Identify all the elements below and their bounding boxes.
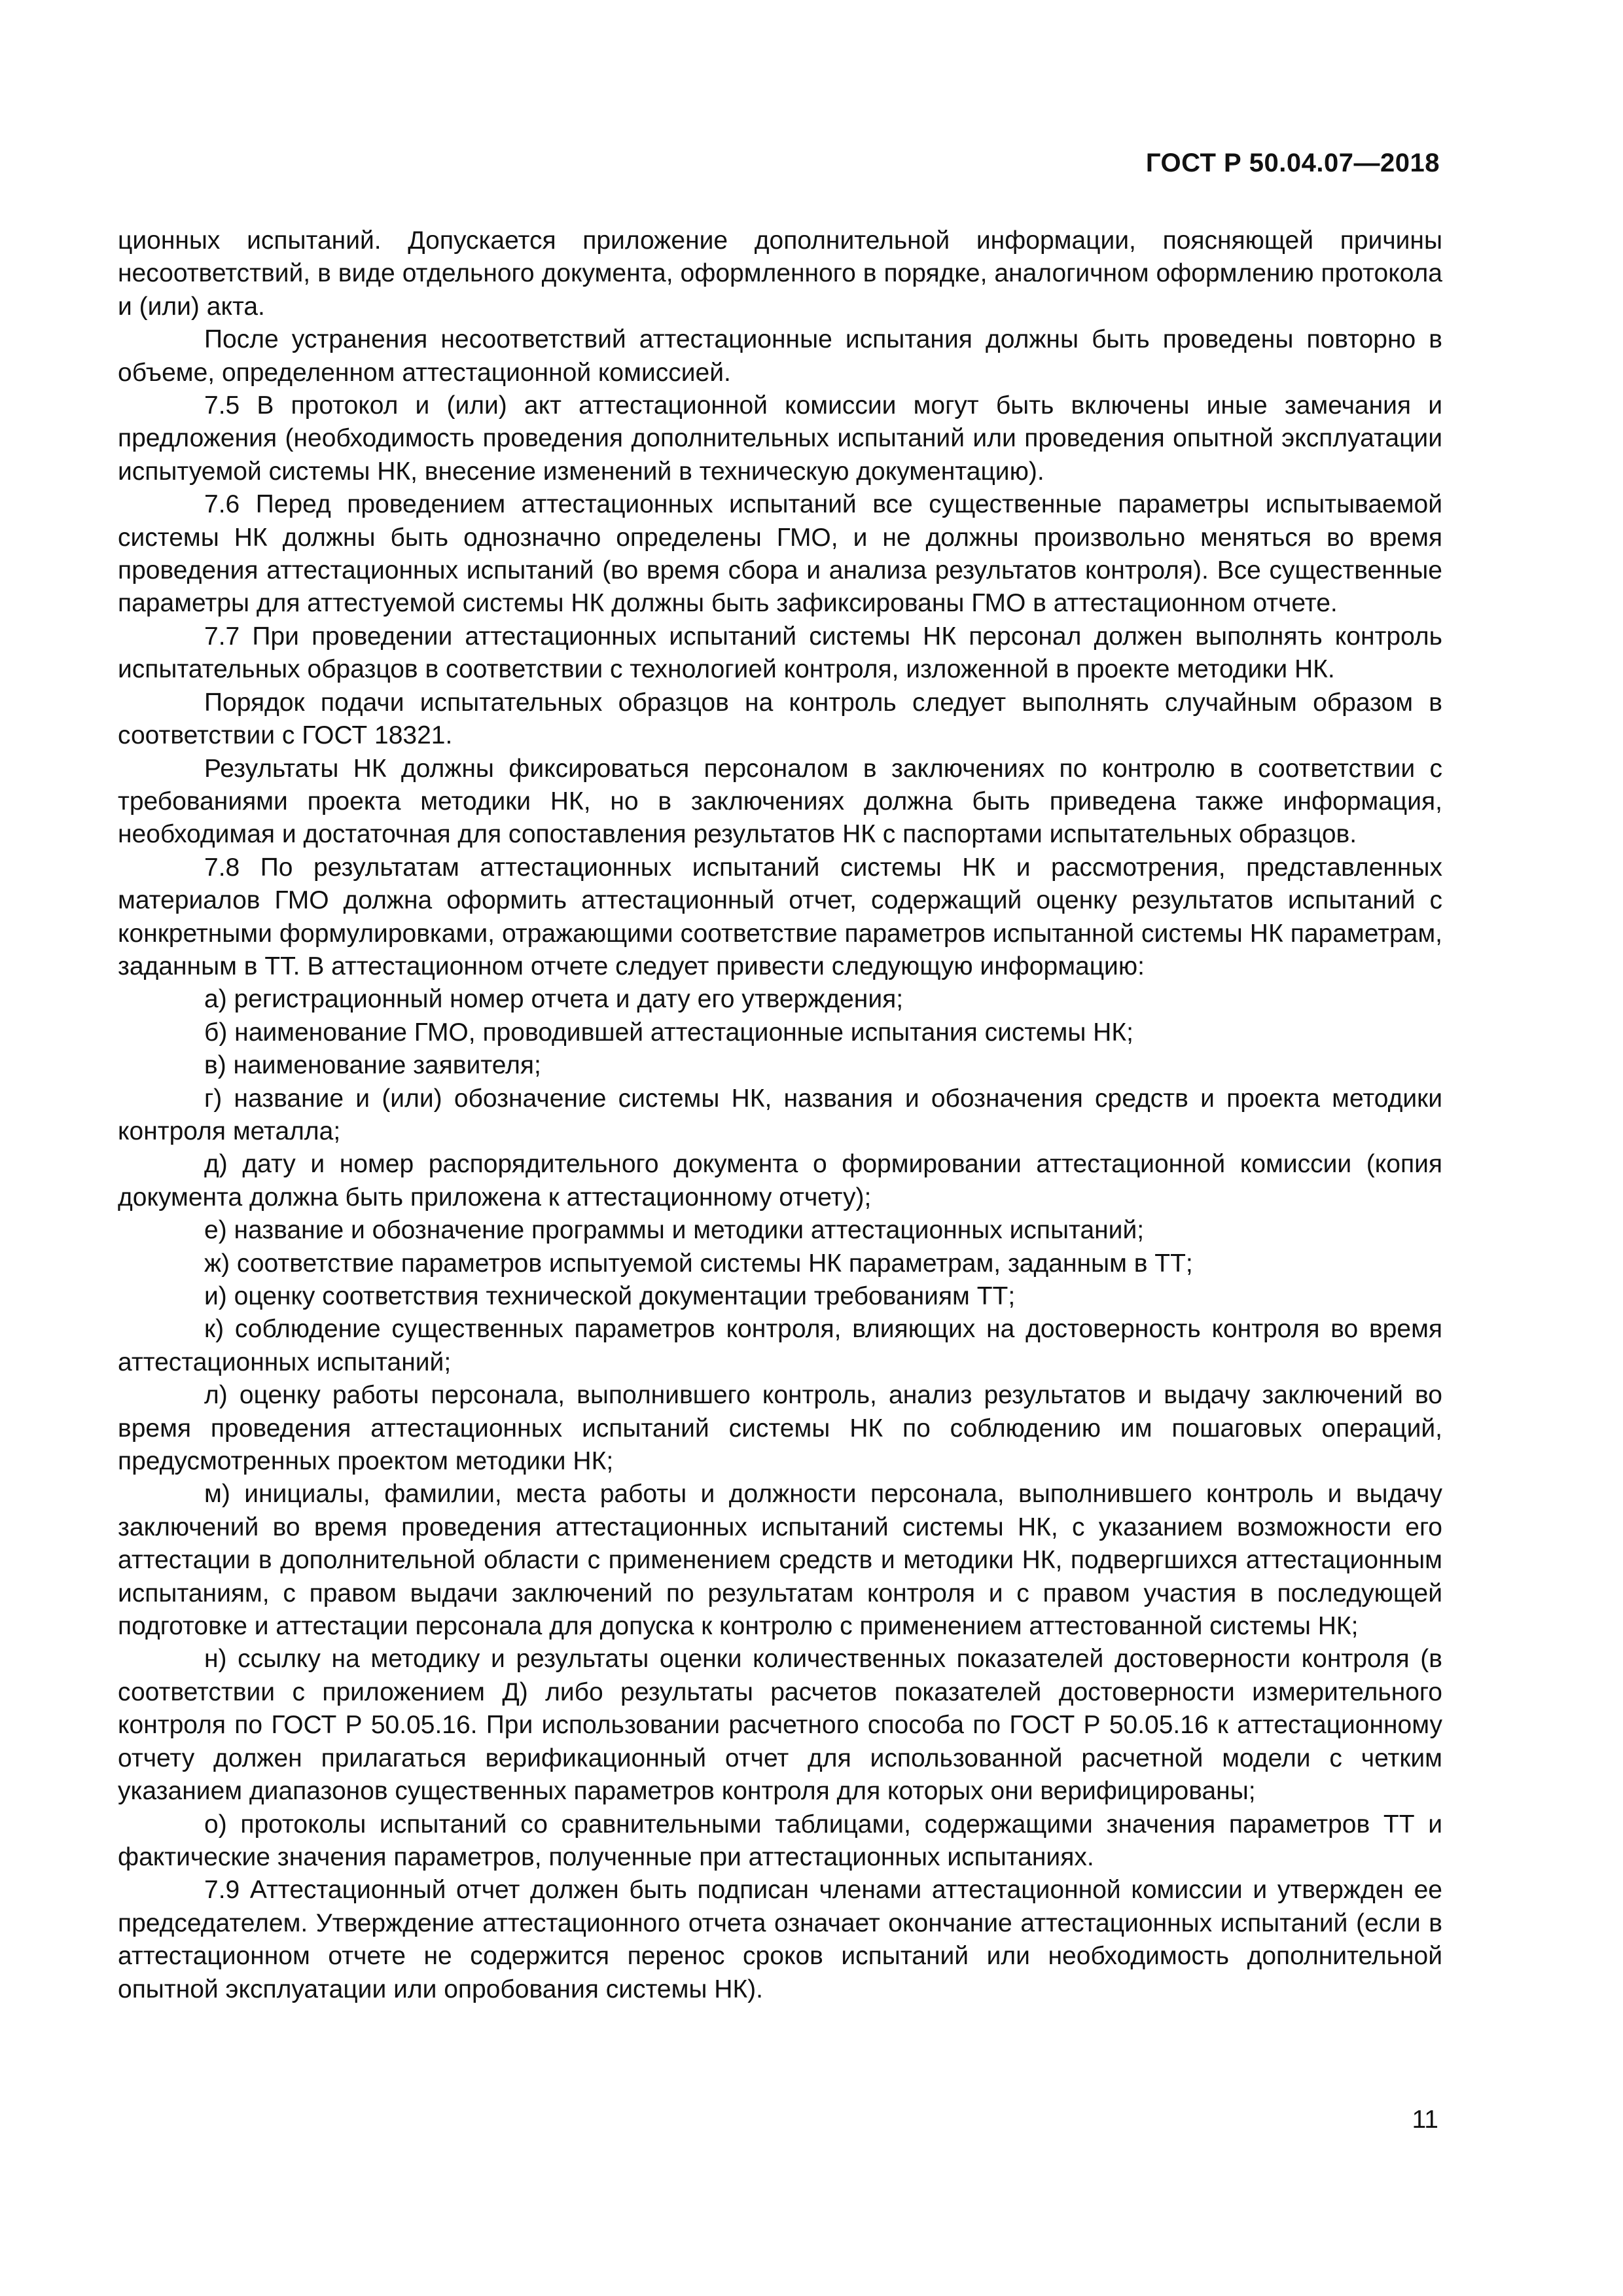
list-item-g: г) название и (или) обозначение системы НК, названия и обозначения средств и проекта методики контроля металла; bbox=[118, 1084, 1442, 1145]
list-item-o: о) протоколы испытаний со сравнительными таблицами, содержащими значения параметров ТТ и фактические значения параметров, полученные при аттестационных испытаниях. bbox=[118, 1810, 1442, 1871]
paragraph-7-6: 7.6 Перед проведением аттестационных испытаний все существенные параметры испытываемой системы НК должны быть однозначно определены ГМО, и не должны произвольно меняться во время проведения аттестационных испытаний (во время сбора и анализа результатов контроля). Все существенные параметры для аттестуемой системы НК должны быть зафиксированы ГМО в аттестационном отчете. bbox=[118, 490, 1442, 618]
list-item-l: л) оценку работы персонала, выполнившего контроль, анализ результатов и выдачу заключений во время проведения аттестационных испытаний системы НК по соблюдению им пошаговых операций, предусмотренных проектом методики НК; bbox=[118, 1381, 1442, 1476]
list-item-k: к) соблюдение существенных параметров контроля, влияющих на достоверность контроля во время аттестационных испытаний; bbox=[118, 1315, 1442, 1376]
list-item-m: м) инициалы, фамилии, места работы и должности персонала, выполнившего контроль и выдачу заключений во время проведения аттестационных испытаний системы НК, с указанием возможности его аттестации в дополнительной области с применением средств и методики НК, подвергшихся аттестационным испытаниям, с правом выдачи заключений по результатам контроля и с правом участия в последующей подготовке и аттестации персонала для допуска к контролю с применением аттестованной системы НК; bbox=[118, 1480, 1442, 1641]
document-number: ГОСТ Р 50.04.07—2018 bbox=[1145, 149, 1440, 177]
list-item-d: д) дату и номер распорядительного документа о формировании аттестационной комиссии (копия документа должна быть приложена к аттестационному отчету); bbox=[118, 1150, 1442, 1211]
paragraph-7-8: 7.8 По результатам аттестационных испытаний системы НК и рассмотрения, представленных материалов ГМО должна оформить аттестационный отчет, содержащий оценку результатов испытаний с конкретными формулировками, отражающими соответствие параметров испытанной системы НК параметрам, заданным в ТТ. В аттестационном отчете следует привести следующую информацию: bbox=[118, 853, 1442, 980]
paragraph-7-5: 7.5 В протокол и (или) акт аттестационной комиссии могут быть включены иные замечания и предложения (необходимость проведения дополнительных испытаний или проведения опытной эксплуатации испытуемой системы НК, внесение изменений в техническую документацию). bbox=[118, 391, 1442, 486]
paragraph-7-7: 7.7 При проведении аттестационных испытаний системы НК персонал должен выполнять контроль испытательных образцов в соответствии с технологией контроля, изложенной в проекте методики НК. bbox=[118, 622, 1442, 684]
list-item-e: е) название и обозначение программы и методики аттестационных испытаний; bbox=[204, 1216, 1145, 1245]
paragraph: Порядок подачи испытательных образцов на контроль следует выполнять случайным образом в соответствии с ГОСТ 18321. bbox=[118, 688, 1442, 750]
paragraph-7-9: 7.9 Аттестационный отчет должен быть подписан членами аттестационной комиссии и утвержден ее председателем. Утверждение аттестационного отчета означает окончание аттестационных испытаний (если в аттестационном отчете не содержится перенос сроков испытаний или необходимость дополнительной опытной эксплуатации или опробования системы НК). bbox=[118, 1876, 1442, 2003]
list-item-a: а) регистрационный номер отчета и дату его утверждения; bbox=[204, 985, 904, 1014]
paragraph: После устранения несоответствий аттестационные испытания должны быть проведены повторно в объеме, определенном аттестационной комиссией. bbox=[118, 325, 1442, 387]
list-item-b: б) наименование ГМО, проводившей аттестационные испытания системы НК; bbox=[204, 1018, 1133, 1047]
list-item-v: в) наименование заявителя; bbox=[204, 1051, 541, 1080]
paragraph: Результаты НК должны фиксироваться персоналом в заключениях по контролю в соответствии с требованиями проекта методики НК, но в заключениях должна быть приведена также информация, необходимая и достаточная для сопоставления результатов НК с паспортами испытательных образцов. bbox=[118, 754, 1442, 849]
document-body bbox=[118, 224, 1442, 2006]
list-item-i: и) оценку соответствия технической документации требованиям ТТ; bbox=[204, 1282, 1016, 1310]
list-item-n: н) ссылку на методику и результаты оценки количественных показателей достоверности контроля (в соответствии с приложением Д) либо результаты расчетов показателей достоверности измерительного контроля по ГОСТ Р 50.05.16. При использовании расчетного способа по ГОСТ Р 50.05.16 к аттестационному отчету должен прилагаться верификационный отчет для использованной расчетной модели с четким указанием диапазонов существенных параметров контроля для которых они верифицированы; bbox=[118, 1645, 1442, 1806]
page-number: 11 bbox=[1412, 2106, 1438, 2134]
list-item-zh: ж) соответствие параметров испытуемой системы НК параметрам, заданным в ТТ; bbox=[204, 1249, 1193, 1278]
paragraph-continuation: ционных испытаний. Допускается приложение дополнительной информации, поясняющей причины несоответствий, в виде отдельного документа, оформленного в порядке, аналогичном оформлению протокола и (или) акта. bbox=[118, 226, 1442, 321]
